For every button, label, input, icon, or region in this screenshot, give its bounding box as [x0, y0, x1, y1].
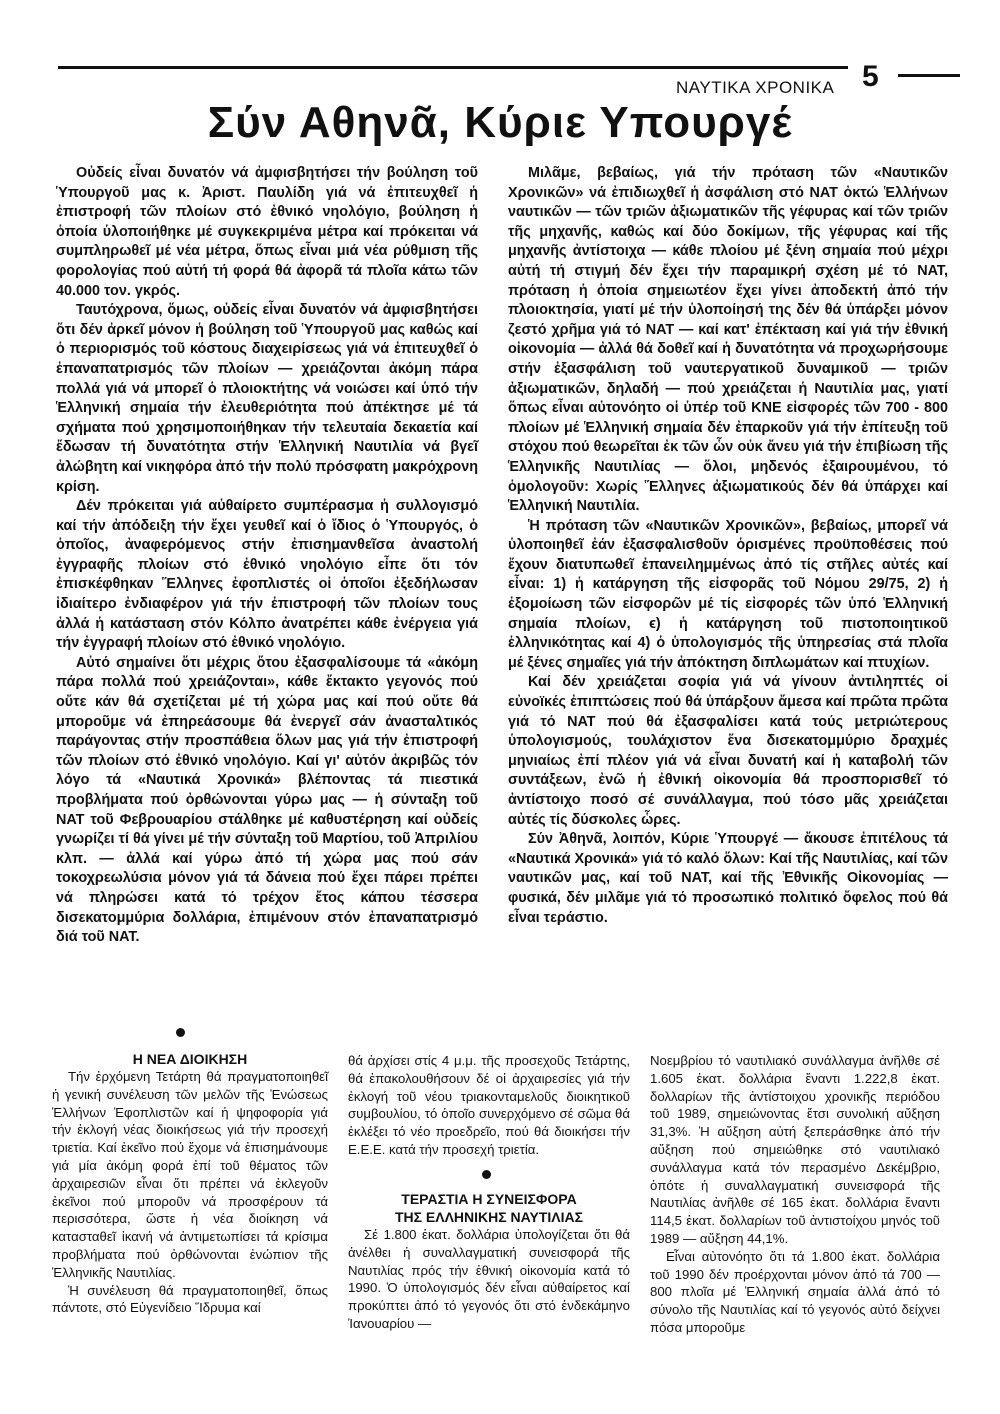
section-bullet — [482, 1170, 491, 1179]
article-paragraph: Οὐδείς εἶναι δυνατόν νά ἀμφισβητήσει τήν βούληση τοῦ Ὑπουργοῦ μας κ. Ἀριστ. Παυλίδη γιά νά ἐπιτευχθεῖ ἡ ἐπιστροφή τῶν πλοίων στό ἐθνικό νηολόγιο, βούληση ἡ ὁποία ὑλοποιήθηκε μέ συγκεκριμένα μέτρα καί πρόκειται νά συμπληρωθεῖ μέ νέα μέτρα, ὅπως εἶναι μιά νέα ρύθμιση τῆς φορολογίας πού αὐτή τή φορά θά ἀφορᾶ τά πλοῖα κάτω τῶν 40.000 τον. γκρός. — [56, 165, 478, 299]
section-title-contribution-line1: ΤΕΡΑΣΤΙΑ Η ΣΥΝΕΙΣΦΟΡΑ — [401, 1191, 577, 1207]
section-bullet — [176, 1028, 185, 1037]
news-paragraph: Εἶναι αὐτονόητο ὅτι τά 1.800 ἑκατ. δολλάρια τοῦ 1990 δέν προέρχονται μόνον ἀπό τά 700 — 800 πλοῖα μέ Ἑλληνική σημαία ἀλλά ἀπό τό σύνολο τῆς Ναυτιλίας καί τό γεγονός αὐτό δείχνει πόσα μποροῦμε — [650, 1248, 940, 1335]
news-paragraph: Ἡ συνέλευση θά πραγματοποιηθεῖ, ὅπως πάντοτε, στό Εὐγενίδειο Ἵδρυμα καί — [52, 1282, 328, 1316]
news-paragraph: Σέ 1.800 ἑκατ. δολλάρια ὑπολογίζεται ὅτι θά ἀνέλθει ἡ συναλλαγματική συνεισφορά τῆς Ναυτιλίας πρός τήν ἐθνική οἰκονομία κατά τό 1990. Ὁ ὑπολογισμός δέν εἶναι αὐθαίρετος καί προκύπτει ἀπό τό γεγονός ὅτι στό ἑνδεκάμηνο Ἰανουαρίου — — [348, 1227, 630, 1331]
page-title: Σύν Αθηνᾶ, Κύριε Υπουργέ — [207, 98, 793, 147]
section-title-contribution-line2: ΤΗΣ ΕΛΛΗΝΙΚΗΣ ΝΑΥΤΙΛΙΑΣ — [394, 1209, 584, 1225]
article-column-1 — [56, 164, 478, 948]
article-paragraph: Σύν Ἀθηνᾶ, λοιπόν, Κύριε Ὑπουργέ — ἄκουσε ἐπιτέλους τά «Ναυτικά Χρονικά» γιά τό καλό ὅλων: Καί τῆς Ναυτιλίας, καί τῶν ναυτικῶν μας, καί τοῦ ΝΑΤ, καί τῆς Ἐθνικῆς Οἰκονομίας — φυσικά, δέν μιλᾶμε γιά τό προσωπικό πολιτικό ὄφελος πού θά εἶναι τεράστιο. — [508, 831, 948, 926]
article-paragraph: Καί δέν χρειάζεται σοφία γιά νά γίνουν ἀντιληπτές οἱ εὐνοϊκές ἐπιπτώσεις πού θά ὑπάρξουν ἄμεσα καί πρῶτα πρῶτα γιά τό ΝΑΤ πού θά ἐξασφαλίσει κατά τούς μετριώτερους ὑπολογισμούς, τουλάχιστον ἕνα δισεκατομμύριο δραχμές μηνιαίως ἐπί πλέον γιά νά εἶναι δυνατή καί ἡ καταβολή τῶν συντάξεων, ἐνῶ ἡ ἐθνική οἰκονομία θά προσπορισθεῖ τό ἀντίστοιχο ποσό σέ συνάλλαγμα, πού τόσο μᾶς χρειάζεται αὐτές τίς δύσκολες ὧρες. — [508, 674, 948, 828]
article-column-2 — [508, 164, 948, 928]
article-paragraph: Δέν πρόκειται γιά αὐθαίρετο συμπέρασμα ἡ συλλογισμό καί τήν ἀπόδειξη τήν ἔχει γευθεῖ καί ὁ ἴδιος ὁ Ὑπουργός, ὁ ὁποῖος, ἀναφερόμενος στήν ἐπισημανθεῖσα ἀναστολή ἐγγραφῆς πλοίων στό ἐθνικό νηολόγιο εἶπε ὅτι τόν ἐπισκέφθηκαν Ἕλληνες ἐφοπλιστές οἱ ὁποῖοι ἐξεδήλωσαν ἰδιαίτερο ἐνδιαφέρον γιά τήν ἐπιστροφή τῶν πλοίων τους ἀλλά ἡ κατάσταση στόν Κόλπο ἀνατρέπει κάθε ἐνέργεια γιά τήν ἐγγραφή πλοίων στό ἐθνικό νηολόγιο. — [56, 498, 478, 652]
news-paragraph: θά ἀρχίσει στίς 4 μ.μ. τῆς προσεχοῦς Τετάρτης, θά ἐπακολουθήσουν δέ οἱ ἀρχαιρεσίες γιά τήν ἐκλογή τοῦ νέου τριακονταμελοῦς διοικητικοῦ συμβουλίου, τό ὁποῖο συνερχόμενο σέ σῶμα θά ἐκλέξει τό νέο προεδρεῖο, πού θά διοικήσει τήν Ε.Ε.Ε. κατά τήν προσεχή τριετία. — [348, 1053, 630, 1157]
publication-name: ΝΑΥΤΙΚΑ ΧΡΟΝΙΚΑ — [676, 78, 835, 97]
news-column-2-lower — [348, 1190, 630, 1333]
news-column-3 — [650, 1052, 940, 1337]
header-rule-right — [898, 74, 960, 77]
article-paragraph: Μιλᾶμε, βεβαίως, γιά τήν πρόταση τῶν «Ναυτικῶν Χρονικῶν» νά ἐπιδιωχθεῖ ἡ ἀσφάλιση στό ΝΑΤ ὀκτώ Ἑλλήνων ναυτικῶν — τῶν τριῶν ἀξιωματικῶν τῆς γέφυρας καί τῶν τριῶν τῆς μηχανῆς, καθώς καί δύο δοκίμων, τῆς γέφυρας καί τῆς μηχανῆς ἀντίστοιχα — κάθε πλοίου μέ ξένη σημαία πού μέχρι αὐτή τή στιγμή δέν ἔχει τήν παραμικρή σχέση μέ τό ΝΑΤ, πρόταση ἡ ὁποία σημειωτέον ἔχει γίνει ἀποδεκτή ἀπό τήν πλοιοκτησία, γιατί μέ τήν ὑλοποίησή της δέν θά ὑπάρξει μόνον ζεστό χρῆμα γιά τό ΝΑΤ — καί κατ' ἐπέκταση καί γιά τήν ἐθνική οἰκονομία — ἀλλά θά δοθεῖ καί ἡ δυνατότητα νά προχωρήσουμε στήν ἐξασφάλιση τοῦ ναυτεργατικοῦ δυναμικοῦ — τριῶν ἀξιωματικῶν, δηλαδή — πού χρειάζεται ἡ Ναυτιλία μας, γιατί ὅπως εἶναι αὐτονόητο οἱ ὑπέρ τοῦ ΚΝΕ εἰσφορές τῶν 700 - 800 πλοίων μέ Ἑλληνική σημαία δέν ἐπαρκοῦν γιά τήν ἐπίτευξη τοῦ στόχου πού θεωρεῖται ἐκ τῶν ὧν οὐκ ἄνευ γιά τήν ἐπιβίωση τῆς Ἑλληνικῆς Ναυτιλίας — ὅλοι, μηδενός ἐξαιρουμένου, τό ὁμολογοῦν: Χωρίς Ἕλληνες ἀξιωματικούς δέν θά ὑπάρχει καί Ἑλληνική Ναυτιλία. — [508, 165, 948, 515]
article-paragraph: Ἡ πρόταση τῶν «Ναυτικῶν Χρονικῶν», βεβαίως, μπορεῖ νά ὑλοποιηθεῖ ἐάν ἐξασφαλισθοῦν ὁρισμένες προϋποθέσεις πού ἔχουν διατυπωθεῖ ἐπανειλημμένως ἀπό τίς στῆλες αὐτές καί εἶναι: 1) ἡ κατάργηση τῆς εἰσφορᾶς τοῦ Νόμου 29/75, 2) ἡ ἐξομοίωση τῶν εἰσφορῶν μέ τίς εἰσφορές τῶν ὑπό Ἑλληνική σημαία πλοίων, ϵ) ἡ κατάργηση τοῦ πιστοποιητικοῦ ἑλληνικότητας καί 4) ὁ ὑπολογισμός τῆς ὑπηρεσίας στά πλοῖα μέ ξένες σημαῖες γιά τήν ἀπόκτηση διπλωμάτων καί πτυχίων. — [508, 517, 948, 671]
news-paragraph: Νοεμβρίου τό ναυτιλιακό συνάλλαγμα ἀνῆλθε σέ 1.605 ἑκατ. δολλάρια ἔναντι 1.222,8 ἑκατ. δολλαρίων τῆς ἀντίστοιχου χρονικῆς περιόδου τοῦ 1989, σημειώνοντας ἔτσι συνολική αὔξηση 31,3%. Ἡ αὔξηση αὐτή ξεπεράσθηκε ἀπό τήν αὔξηση πού σημειώθηκε στό ναυτιλιακό συνάλλαγμα κατά τόν περασμένο Δεκέμβριο, ὁπότε ἡ συναλλαγματική συνεισφορά τῆς Ναυτιλίας ἀνῆλθε σέ 165 ἑκατ. δολλάρια ἔναντι 114,5 ἑκατ. δολλαρίων τοῦ ἀντιστοίχου μηνός τοῦ 1989 — αὔξηση 44,1%. — [650, 1053, 940, 1246]
news-paragraph: Τήν ἐρχόμενη Τετάρτη θά πραγματοποιηθεῖ ἡ γενική συνέλευση τῶν μελῶν τῆς Ἑνώσεως Ἑλλήνων Ἐφοπλιστῶν καί ἡ ψηφοφορία γιά τήν ἐκλογή νέας διοικήσεως γιά τήν προσεχή τριετία. Καί ἐκεῖνο πού ἔχομε νά ἐπισημάνουμε γιά μία ἀκόμη φορά ἐπί τοῦ θέματος τῶν ἀρχαιρεσιῶν εἶναι ὅτι πρέπει νά ἐκλεγοῦν ἐκεῖνοι πού μποροῦν νά προσφέρουν τά περισσότερα, ὥστε ἡ νέα διοίκηση νά κατασταθεῖ ἱκανή νά ἀντιμετωπίσει τά κρίσιμα προβλήματα πού ὀρθώνονται ἐνώπιον τῆς Ἑλληνικῆς Ναυτιλίας. — [52, 1069, 328, 1280]
news-column-2 — [348, 1052, 630, 1159]
section-title-new-administration: Η ΝΕΑ ΔΙΟΙΚΗΣΗ — [132, 1051, 248, 1067]
article-paragraph: Ταυτόχρονα, ὅμως, οὐδείς εἶναι δυνατόν νά ἀμφισβητήσει ὅτι δέν ἀρκεῖ μόνον ἡ βούληση τοῦ Ὑπουργοῦ μας καθώς καί ὁ περιορισμός τοῦ κόστους διαχειρίσεως γιά νά ἐπιτευχθεῖ ὁ ἐπαναπατρισμός τῶν πλοίων — χρειάζονται ἀκόμη πάρα πολλά γιά νά μπορεῖ ὁ πλοιοκτήτης νά νοιώσει καί ὑπό τήν Ἑλληνική σημαία τήν ἐλευθεριότητα πού ἀπέκτησε μέ τά σχήματα πού χρησιμοποιήθηκαν τήν τελευταία δεκαετία καί ἔδωσαν τή δυνατότητα στήν Ἑλληνική Ναυτιλία νά βγεῖ ἀλώβητη καί νικηφόρα ἀπό τήν πολύ πρόσφατη μακρόχρονη κρίση. — [56, 302, 478, 495]
page-number: 5 — [862, 60, 879, 93]
article-paragraph: Αὐτό σημαίνει ὅτι μέχρις ὅτου ἐξασφαλίσουμε τά «ἀκόμη πάρα πολλά πού χρειάζονται», κάθε ἔκτακτο γεγονός πού οὔτε κάν θά σχετίζεται μέ τή χώρα μας καί πού οὔτε θά μποροῦμε νά ἐπηρεάσουμε θά ἐνεργεῖ σάν ἀνασταλτικός παράγοντας στήν προσπάθεια ὅλων μας γιά τήν ἐπιστροφή τῶν πλοίων στό ἐθνικό νηολόγιο. Καί γι' αὐτόν ἀκριβῶς τόν λόγο τά «Ναυτικά Χρονικά» βλέποντας τά πιεστικά προβλήματα πού ὀρθώνονται γύρω μας — ἡ σύνταξη τοῦ ΝΑΤ τοῦ Φεβρουαρίου στάλθηκε μέ καθυστέρηση καί οὐδείς γνωρίζει τί θά γίνει μέ τήν σύνταξη τοῦ Μαρτίου, τοῦ Ἀπριλίου κλπ. — ἀλλά καί γύρω ἀπό τή χώρα μας πού σάν τοκοχρεωλύσια μόνον γιά τά δάνεια πού ἔχει πάρει πρέπει νά πληρώσει κατά τό τρέχον ἔτος κάπου τέσσερα δισεκατομμύρια δολλάρια, ἐπιμένουν στόν ἐπαναπατρισμό διά τοῦ ΝΑΤ. — [56, 654, 478, 946]
header-rule-left — [58, 66, 848, 69]
news-column-1 — [52, 1050, 328, 1317]
